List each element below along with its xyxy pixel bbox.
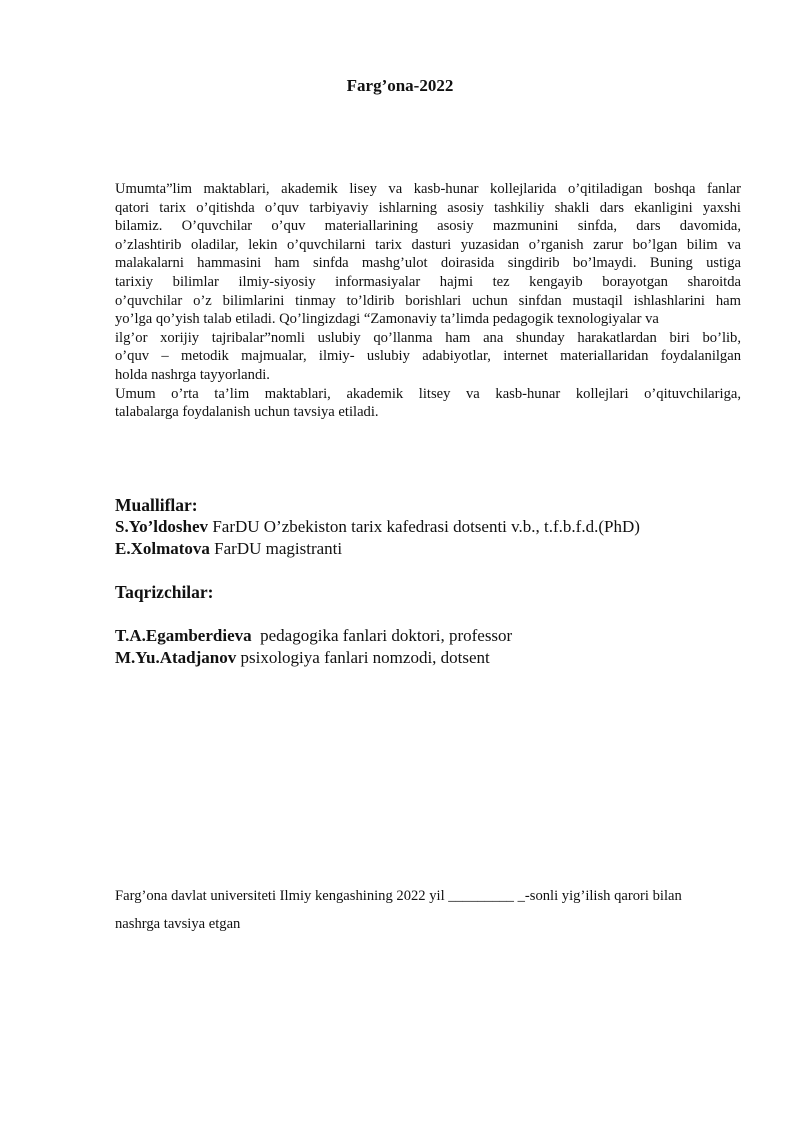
intro-line: Umumta”lim maktablari, akademik lisey va kasb-hunar kollejlarida o’qitiladigan boshqa fanlar	[115, 181, 741, 197]
approval-line: Farg’ona davlat universiteti Ilmiy kengashining 2022 yil _________ _-sonli yig’ilish qarori bilan	[115, 888, 682, 904]
reviewer-role: psixologiya fanlari nomzodi, dotsent	[236, 648, 490, 667]
author-role: FarDU magistranti	[209, 539, 343, 558]
intro-line: qatori tarix o’qitishda o’quv tarbiyaviy ishlarning asosiy tashkiliy shakli dars ekanligini yaxshi	[115, 199, 741, 216]
author-role: FarDU O’zbekiston tarix kafedrasi dotsenti v.b., t.f.b.f.d.(PhD)	[208, 517, 640, 536]
intro-line: holda nashrga tayyorlandi.	[115, 366, 270, 383]
intro-line: o’quv – metodik majmualar, ilmiy- uslubiy adabiyotlar, internet materiallaridan foydalanilgan	[115, 348, 741, 365]
intro-line: o’zlashtirib oladilar, lekin o’quvchilarni tarix dasturi yuzasidan o’rganish zarur bo’lgan bilim va	[115, 236, 741, 253]
author-entry	[115, 538, 755, 560]
author-name: S.Yo’ldoshev	[115, 517, 209, 536]
intro-line: ilg’or xorijiy tajribalar”nomli uslubiy qo’llanma ham ana shunday harakatlardan biri bo’lib,	[115, 329, 741, 346]
reviewer-name: T.A.Egamberdieva	[115, 626, 252, 645]
approval-line: nashrga tavsiya etgan	[115, 916, 241, 932]
document-title: Farg’ona-2022	[346, 76, 454, 95]
reviewers-heading: Taqrizchilar:	[115, 582, 214, 602]
approval-note	[115, 882, 745, 938]
intro-line: tarixiy bilimlar ilmiy-siyosiy informasiyalar hajmi tez kengayib borayotgan sharoitda	[115, 273, 741, 290]
authors-section	[115, 494, 755, 560]
reviewer-entry	[115, 625, 755, 647]
reviewer-role: pedagogika fanlari doktori, professor	[251, 626, 513, 645]
author-name: E.Xolmatova	[115, 539, 210, 558]
reviewers-heading-block	[115, 581, 755, 603]
authors-heading: Mualliflar:	[115, 495, 198, 515]
intro-line: bilamiz. O’quvchilar o’quv materiallarining asosiy mazmunini sinfda, dars davomida,	[115, 218, 741, 235]
reviewer-entry	[115, 647, 755, 669]
intro-paragraph	[115, 180, 741, 422]
recommendation-line: talabalarga foydalanish uchun tavsiya etiladi.	[115, 404, 379, 421]
intro-line: yo’lga qo’yish talab etiladi. Qo’lingizdagi “Zamonaviy ta’limda pedagogik texnologiyalar va	[115, 311, 659, 328]
reviewer-name: M.Yu.Atadjanov	[115, 648, 237, 667]
reviewers-section	[115, 625, 755, 669]
intro-line: o’quvchilar o’z bilimlarini tinmay to’ldirib borishlari uchun sinfdan mustaqil ishlashlarini ham	[115, 292, 741, 309]
author-entry	[115, 516, 755, 538]
intro-line: malakalarni hammasini ham sinfda mashg’ulot doirasida singdirib bo’lmaydi. Buning ustiga	[115, 255, 741, 272]
recommendation-line: Umum o’rta ta’lim maktablari, akademik litsey va kasb-hunar kollejlari o’qituvchilariga,	[115, 385, 741, 402]
